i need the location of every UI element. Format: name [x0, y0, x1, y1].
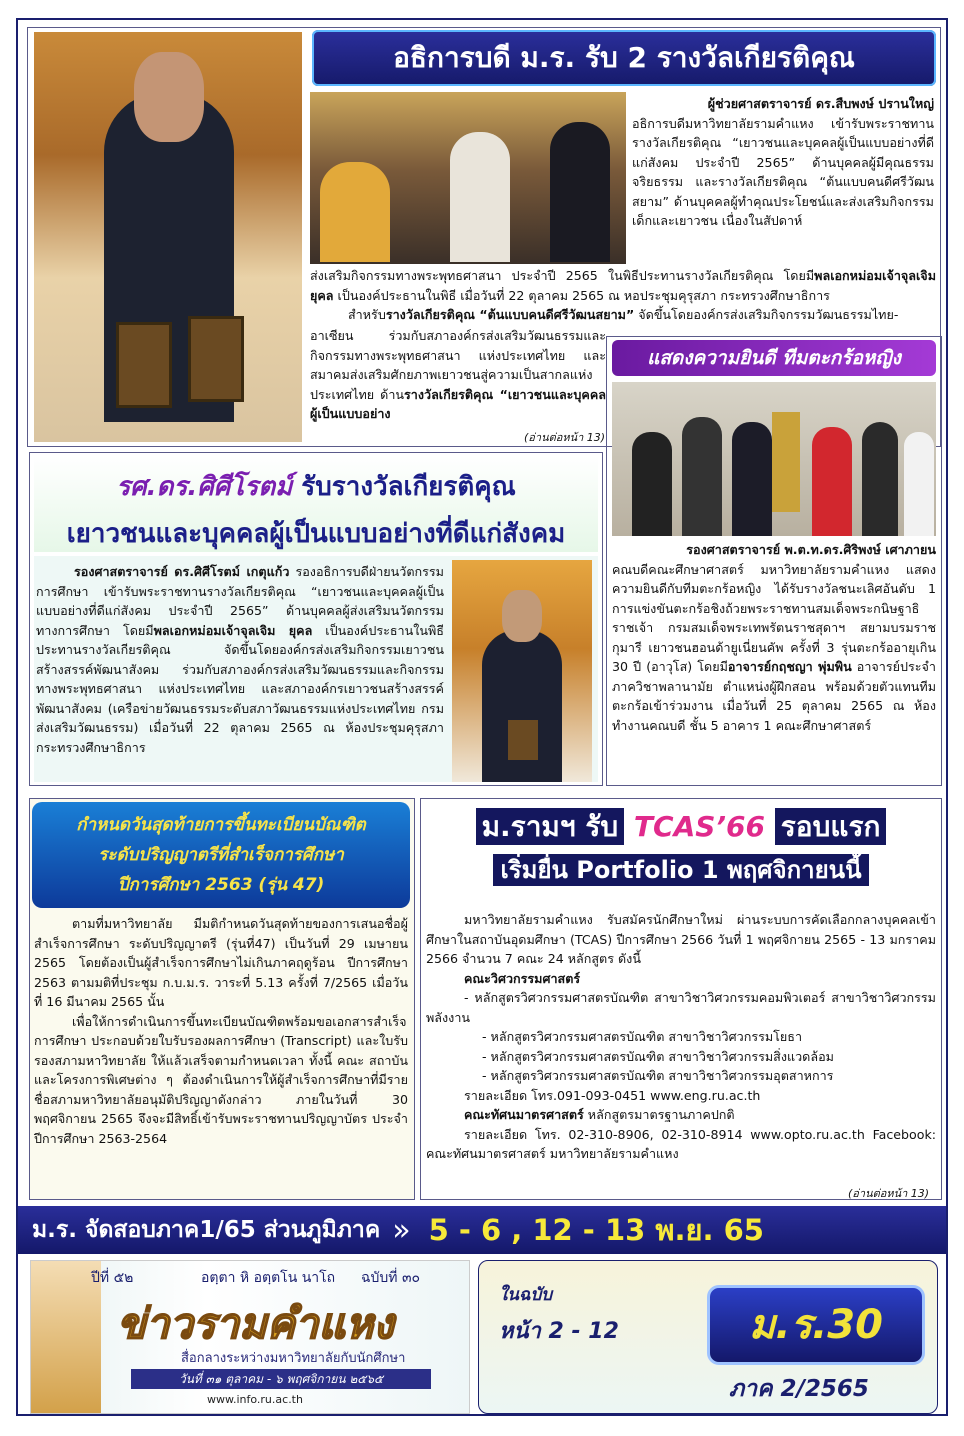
issue-box-term: ภาค 2/2565 — [729, 1376, 869, 1402]
article-1-body-left — [310, 326, 606, 424]
masthead-date: วันที่ ๓๑ ตุลาคม - ๖ พฤศจิกายน ๒๕๖๕ — [131, 1369, 431, 1389]
article-1-bold-a: พลเอกหม่อมเจ้าจุลเจิม ยุคล — [310, 268, 936, 303]
article-5-intro: มหาวิทยาลัยรามคำแหง รับสมัครนักศึกษาใหม่ ผ่านระบบการคัดเลือกกลางบุคคลเข้าศึกษาในสถาบันอุดมศึกษา (TCAS) ปีการศึกษา 2566 วันที่ 1 พฤศจิกายน 2565 - 13 มกราคม 2566 จำนวน 7 คณะ 24 หลักสูตร ดังนี้ — [426, 912, 936, 966]
arrow-icon: » — [392, 1212, 411, 1248]
article-2-title-name: รศ.ดร.ศิศีโรตม์ — [116, 472, 293, 502]
article-5-f1-item4: - หลักสูตรวิศวกรรมศาสตรบัณฑิต สาขาวิชาวิศวกรรมอุตสาหการ — [482, 1068, 834, 1083]
article-5-f1-item2: - หลักสูตรวิศวกรรมศาสตรบัณฑิต สาขาวิชาวิศวกรรมโยธา — [482, 1029, 803, 1044]
article-4-title-line1: กำหนดวันสุดท้ายการขึ้นทะเบียนบัณฑิต — [76, 815, 366, 835]
article-4-title-line2: ระดับปริญญาตรีที่สำเร็จการศึกษา — [98, 845, 344, 865]
article-2-title-line2: เยาวชนและบุคคลผู้เป็นแบบอย่างที่ดีแก่สังคม — [66, 519, 566, 549]
article-1-continued: (อ่านต่อหน้า 13) — [524, 431, 606, 444]
president-portrait-photo — [34, 32, 302, 442]
exam-banner-dates: 5 - 6 , 12 - 13 พ.ย. 65 — [428, 1213, 764, 1247]
article-3-body — [612, 540, 936, 735]
takraw-team-photo — [612, 382, 936, 536]
article-4-title — [32, 802, 410, 908]
article-1-body-right-text: อธิการบดีมหาวิทยาลัยรามคำแหง เข้ารับพระราชทานรางวัลเกียรติคุณ “เยาวชนและบุคคลผู้เป็นแบบอย่างที่ดีแก่สังคม ประจำปี 2565” ด้านบุคคลผู้มีคุณธรรมจริยธรรม และรางวัลเกียรติคุณ “ต้นแบบคนดีศรีวัฒนสยาม” ด้านบุคคลผู้ทำคุณประโยชน์และส่งเสริมกิจกรรมเด็กและเยาวชน เนื่องในสัปดาห์ — [632, 115, 934, 228]
article-5-faculty1: คณะวิศวกรรมศาสตร์ — [464, 970, 581, 986]
article-3-text-a: คณบดีคณะศึกษาศาสตร์ มหาวิทยาลัยรามคำแหง แสดงความยินดีกับทีมตะกร้อหญิง ได้รับรางวัลชนะเลิศอันดับ 1 การแข่งขันตะกร้อชิงถ้วยพระราชทานสมเด็จพระกนิษฐาธิราชเจ้า กรมสมเด็จพระเทพรัตนราชสุดาฯ สยามบรมราชกุมารี เยาวชนฮอนด้ายูเนี่ยนคัพ ครั้งที่ 3 รุ่นตะกร้ออายุเกิน 30 ปี (อาวุโส) โดยมี — [612, 561, 936, 674]
article-1-text-c: สำหรับ — [348, 307, 386, 322]
exam-banner — [18, 1206, 946, 1254]
issue-box-pages: หน้า 2 - 12 — [499, 1319, 619, 1344]
article-5-f1-item1: - หลักสูตรวิศวกรรมศาสตรบัณฑิต สาขาวิชาวิศวกรรมคอมพิวเตอร์ สาขาวิชาวิศวกรรมพลังงาน — [426, 990, 936, 1025]
article-1-text-b: เป็นองค์ประธานในพิธี เมื่อวันที่ 22 ตุลาคม 2565 ณ หอประชุมคุรุสภา กระทรวงศึกษาธิการ — [333, 287, 830, 303]
article-5-continued: (อ่านต่อหน้า 13) — [848, 1187, 930, 1200]
article-5-title-part1: ม.รามฯ รับ — [476, 808, 625, 845]
article-2-author: รองศาสตราจารย์ ดร.ศิศีโรตม์ เกตุแก้ว — [74, 564, 290, 579]
article-2-text-b: เป็นองค์ประธานในพิธีประทานรางวัลเกียรติคุณ จัดขึ้นโดยองค์กรส่งเสริมกิจกรรมเยาวชนสร้างสรรค์พัฒนาสังคม ร่วมกับสภาองค์กรส่งเสริมวัฒนธรรมและกิจกรรมทางพระพุทธศาสนา แห่งประเทศไทย และสภาองค์กรเยาวชนสร้างสรรค์พัฒนาสังคม (เครือข่ายวัฒนธรรมระดับสภาวัฒนธรรมแห่งประเทศไทย กรมส่งเสริมวัฒนธรรม) เมื่อวันที่ 22 ตุลาคม 2565 ณ ห้องประชุมคุรุสภา กระทรวงศึกษาธิการ — [36, 622, 444, 755]
article-5-f1-item3: - หลักสูตรวิศวกรรมศาสตรบัณฑิต สาขาวิชาวิศวกรรมสิ่งแวดล้อม — [482, 1048, 834, 1064]
article-1-title-text: อธิการบดี ม.ร. รับ 2 รางวัลเกียรติคุณ — [393, 41, 855, 74]
masthead-motto: อตฺตา หิ อตฺตโน นาโถ — [201, 1270, 336, 1286]
article-5-title-line2: เริ่มยื่น Portfolio 1 พฤศจิกายนนี้ — [493, 854, 870, 886]
article-2-title-rest: รับรางวัลเกียรติคุณ — [301, 472, 516, 502]
article-5-title — [424, 806, 938, 904]
article-3-title — [612, 340, 936, 376]
article-3-author: รองศาสตราจารย์ พ.ต.ท.ดร.ศิริพงษ์ เศาภายน — [686, 542, 936, 557]
article-5-title-part2: รอบแรก — [775, 808, 887, 845]
article-5-title-tcas: TCAS’66 — [633, 810, 766, 843]
article-3-bold: อาจารย์กฤชญา พุ่มพิน — [727, 659, 852, 674]
issue-box — [478, 1260, 938, 1414]
article-4-body — [34, 914, 408, 1148]
article-5-faculty2: คณะทัศนมาตรศาสตร์ — [464, 1107, 584, 1122]
article-5-faculty2-rest: หลักสูตรมาตรฐานภาคปกติ — [583, 1107, 735, 1122]
article-1-text-e: อาเซียน ร่วมกับสภาองค์กรส่งเสริมวัฒนธรรมและกิจกรรมทางพระพุทธศาสนา แห่งประเทศไทย และสมาคมส่งเสริมศักยภาพเยาวชนสู่ความเป็นสากลแห่งประเทศไทย ด้าน — [310, 328, 606, 402]
article-4-para2: เพื่อให้การดำเนินการขึ้นทะเบียนบัณฑิตพร้อมขอเอกสารสำเร็จการศึกษา ประกอบด้วยใบรับรองผลการศึกษา (Transcript) และใบรับรองสภามหาวิทยาลัย ให้แล้วเสร็จตามกำหนดเวลา ทั้งนี้ คณะ สถาบัน และโครงการพิเศษต่าง ๆ ต้องดำเนินการให้ผู้สำเร็จการศึกษาที่มีรายชื่อสภามหาวิทยาลัยอนุมัติปริญญาดังกล่าว ภายในวันที่ 30 พฤศจิกายน 2565 จึงจะมีสิทธิ์เข้ารับพระราชทานปริญญาบัตร ประจำปีการศึกษา 2563-2564 — [34, 1013, 408, 1146]
article-1-text-d: จัดขึ้นโดยองค์กรส่งเสริมกิจกรรมวัฒนธรรมไทย- — [634, 307, 899, 322]
masthead-year: ปีที่ ๕๒ — [91, 1270, 134, 1286]
vice-president-portrait-photo — [452, 560, 592, 782]
article-3-text-b: อาจารย์ประจำภาควิชาพลานามัย ตำแหน่งผู้ฝึกสอน พร้อมด้วยตัวแทนทีมตะกร้อเข้าร่วมงาน เมื่อวันที่ 25 ตุลาคม 2565 ณ ห้องทำงานคณบดี ชั้น 5 อาคาร 1 คณะศึกษาศาสตร์ — [612, 659, 936, 733]
article-5-body — [426, 910, 936, 1164]
article-1-bold-c: รางวัลเกียรติคุณ “เยาวชนและบุคคลผู้เป็นแบบอย่าง — [310, 386, 606, 421]
article-1-title — [312, 30, 936, 86]
award-ceremony-photo — [310, 92, 626, 264]
issue-box-label: ในฉบับ — [499, 1285, 553, 1305]
article-1-text-a: ส่งเสริมกิจกรรมทางพระพุทธศาสนา ประจำปี 2565 ในพิธีประทานรางวัลเกียรติคุณ โดยมี — [310, 268, 815, 283]
article-2-bold: พลเอกหม่อมเจ้าจุลเจิม ยุคล — [153, 622, 313, 638]
exam-banner-left: ม.ร. จัดสอบภาค1/65 ส่วนภูมิภาค — [32, 1217, 381, 1243]
issue-number-badge: ม.ร.30 — [707, 1285, 925, 1365]
article-5-f2-contact: รายละเอียด โทร. 02-310-8906, 02-310-8914 www.opto.ru.ac.th Facebook: คณะทัศนมาตรศาสตร์ มหาวิทยาลัยรามคำแหง — [426, 1126, 936, 1161]
masthead-subtitle: สื่อกลางระหว่างมหาวิทยาลัยกับนักศึกษา — [181, 1351, 406, 1366]
article-2-text-a: รองอธิการบดีฝ่ายนวัตกรรมการศึกษา เข้ารับพระราชทานรางวัลเกียรติคุณ “เยาวชนและบุคคลผู้เป็นแบบอย่างที่ดีแก่สังคม ประจำปี 2565” ด้านบุคคลผู้ส่งเสริมนวัตกรรมทางการศึกษา โดยมี — [36, 564, 444, 638]
article-2-title — [34, 456, 598, 552]
masthead — [30, 1260, 470, 1414]
masthead-issue: ฉบับที่ ๓๐ — [361, 1270, 421, 1286]
article-1-body-full — [310, 266, 936, 325]
article-1-author: ผู้ช่วยศาสตราจารย์ ดร.สืบพงษ์ ปรานใหญ่ — [707, 96, 934, 111]
article-4-title-line3: ปีการศึกษา 2563 (รุ่น 47) — [117, 875, 325, 895]
article-2-body — [36, 562, 444, 757]
article-1-body-right — [632, 94, 934, 231]
masthead-name: ข่าวรามคำแหง — [117, 1299, 394, 1348]
article-1-bold-b: รางวัลเกียรติคุณ “ต้นแบบคนดีศรีวัฒนสยาม” — [385, 307, 635, 322]
article-4-para1: ตามที่มหาวิทยาลัย มีมติกำหนดวันสุดท้ายของการเสนอชื่อผู้สำเร็จการศึกษา ระดับปริญญาตรี (รุ่นที่47) เป็นวันที่ 29 เมษายน 2565 โดยต้องเป็นผู้สำเร็จการศึกษาไม่เกินภาคฤดูร้อน ปีการศึกษา 2563 ตามมติที่ประชุม ก.บ.ม.ร. วาระที่ 5.13 ครั้งที่ 7/2565 เมื่อวันที่ 16 มีนาคม 2565 นั้น — [34, 916, 408, 1009]
masthead-url: www.info.ru.ac.th — [207, 1393, 303, 1406]
article-3-title-text: แสดงความยินดี ทีมตะกร้อหญิง — [647, 347, 901, 369]
article-5-f1-contact: รายละเอียด โทร.091-093-0451 www.eng.ru.ac.th — [464, 1087, 761, 1103]
